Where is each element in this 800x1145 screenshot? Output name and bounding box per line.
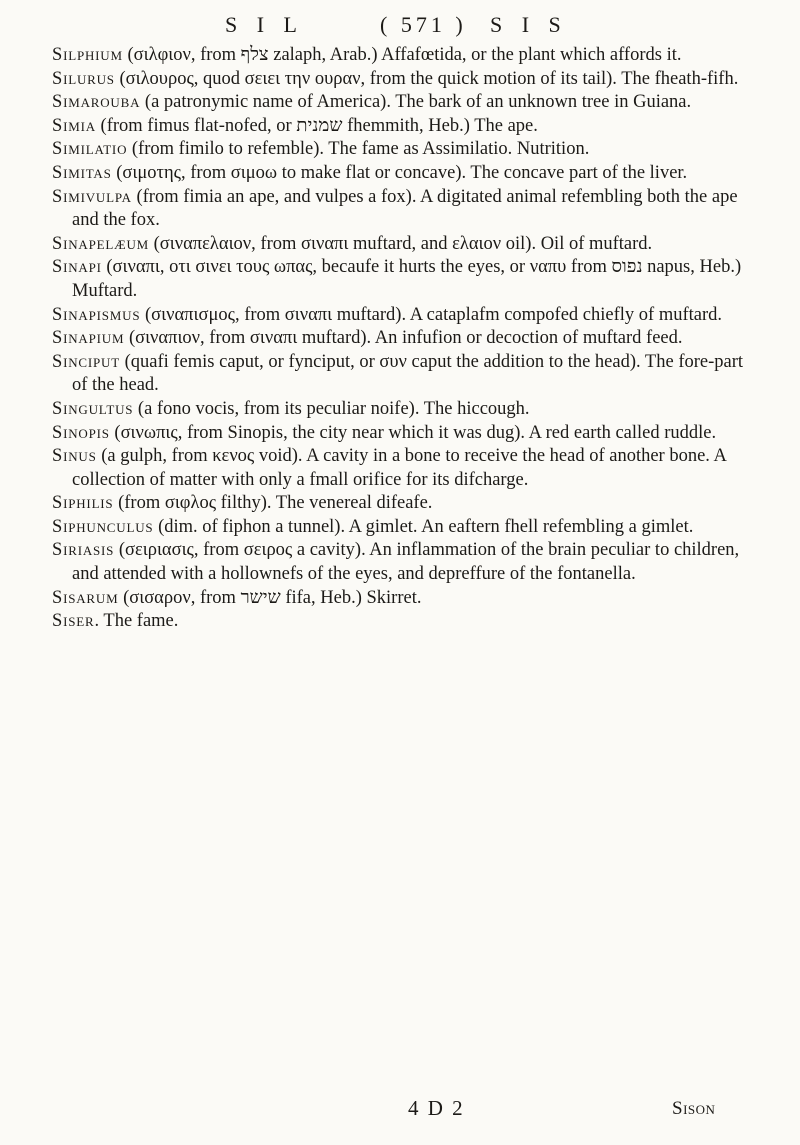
entry-text: (a patronymic name of America). The bark of an unknown tree in Guiana. — [144, 92, 692, 113]
entry-siriasis — [52, 539, 762, 586]
entry-siser: Siser. The fame. — [52, 611, 179, 632]
entry-silphium — [52, 44, 762, 68]
entry-head: Sinapium — [52, 328, 125, 349]
page-number: ( 571 ) — [380, 12, 467, 37]
entry-siphunculus — [52, 516, 762, 540]
entry-simarouba — [52, 91, 762, 115]
signature-mark: 4 D 2 — [408, 1096, 465, 1120]
entry-siphilis — [52, 492, 762, 516]
entry-text: (from fimilo to refemble). The fame as Assimilatio. Nutrition. — [131, 139, 590, 160]
entry-head: Simivulpa — [52, 186, 132, 207]
entry-sinapelaeum — [52, 233, 762, 257]
entry-text: (a gulph, from κενος void). A cavity in a bone to receive the head of another bone. A collection of matter with only a fmall orifice for its difcharge. — [72, 446, 726, 490]
entry-similatio — [52, 138, 762, 162]
entry-text: (σιλουρος, quod σειει την ουραν, from the quick motion of its tail). The fheath-fifh. — [119, 68, 739, 89]
entry-sinapismus — [52, 304, 762, 328]
entry-sisarum — [52, 587, 762, 611]
catchword: Sison — [672, 1098, 716, 1119]
entry-head: Siphilis — [52, 493, 114, 514]
entry-text: (σειριασις, from σειρος a cavity). An inflammation of the brain peculiar to children, and attended with a hollownefs of the eyes, and depreffure of the fontanella. — [72, 540, 740, 585]
entry-text: (quafi femis caput, or fynciput, or συν caput the addition to the head). The fore-part of the head. — [72, 351, 744, 396]
entry-head: Sinopis — [52, 422, 110, 443]
entry-simitas — [52, 162, 762, 186]
entry-list — [52, 44, 762, 634]
entry-sinapi — [52, 256, 762, 303]
entry-text: (from fimia an ape, and vulpes a fox). A digitated animal refembling both the ape and the fox. — [72, 186, 738, 231]
entry-sinus — [52, 445, 762, 492]
entry-text: (from σιφλος filthy). The venereal difeafe. — [118, 493, 433, 514]
entry-text: (σιλφιον, from צלף zalaph, Arab.) Affafœtida, or the plant which affords it. — [127, 45, 682, 65]
entry-head: Siser — [52, 611, 95, 632]
entry-head: Simarouba — [52, 92, 141, 113]
entry-text: (from fimus flat-nofed, or שמנית fhemmith, Heb.) The ape. — [100, 115, 538, 136]
entry-head: Sinapismus — [52, 304, 141, 325]
entry-text: (a fono vocis, from its peculiar noife). The hiccough. — [137, 398, 530, 419]
entry-head: Sinciput — [52, 351, 120, 372]
entry-sinciput — [52, 351, 762, 398]
entry-text: (dim. of fiphon a tunnel). A gimlet. An eaftern fhell refembling a gimlet. — [158, 516, 694, 537]
entry-sinopis — [52, 422, 762, 446]
entry-head: Sisarum — [52, 587, 119, 608]
entry-text: The fame. — [103, 611, 179, 632]
entry-silurus — [52, 68, 762, 92]
entry-head: Simitas — [52, 162, 112, 183]
entry-text: (σιναπιον, from σιναπι muftard). An infufion or decoction of muftard feed. — [128, 328, 683, 349]
entry-sinapium — [52, 327, 762, 351]
entry-head: Similatio — [52, 139, 128, 160]
header-left: S I L — [225, 12, 304, 37]
entry-text: (σισαρον, from שישר fifa, Heb.) Skirret. — [123, 587, 422, 608]
page-footer — [0, 1096, 800, 1126]
entry-simia — [52, 115, 762, 139]
entry-head: Siphunculus — [52, 516, 154, 537]
entry-text: (σιμοτης, from σιμοω to make flat or concave). The concave part of the liver. — [116, 162, 688, 183]
header-right: S I S — [490, 12, 568, 37]
entry-head: Sinapi — [52, 257, 102, 278]
entry-head: Siriasis — [52, 540, 115, 561]
entry-text: (σιναπισμος, from σιναπι muftard). A cataplafm compofed chiefly of muftard. — [145, 304, 723, 325]
entry-head: Sinapelæum — [52, 233, 150, 254]
entry-text: (σινωπις, from Sinopis, the city near which it was dug). A red earth called ruddle. — [114, 422, 717, 443]
entry-head: Singultus — [52, 398, 134, 419]
entry-head: Simia — [52, 115, 96, 136]
entry-head: Silurus — [52, 68, 115, 89]
entry-simivulpa — [52, 186, 762, 233]
entry-text: (σιναπι, οτι σινει τους ωπας, becaufe it hurts the eyes, or ναπυ from נפוס napus, Heb.) Muftard. — [72, 257, 742, 301]
entry-singultus — [52, 398, 762, 422]
entry-text: (σιναπελαιον, from σιναπι muftard, and ελαιον oil). Oil of muftard. — [153, 233, 653, 254]
entry-head: Sinus — [52, 446, 97, 467]
entry-head: Silphium — [52, 45, 123, 65]
